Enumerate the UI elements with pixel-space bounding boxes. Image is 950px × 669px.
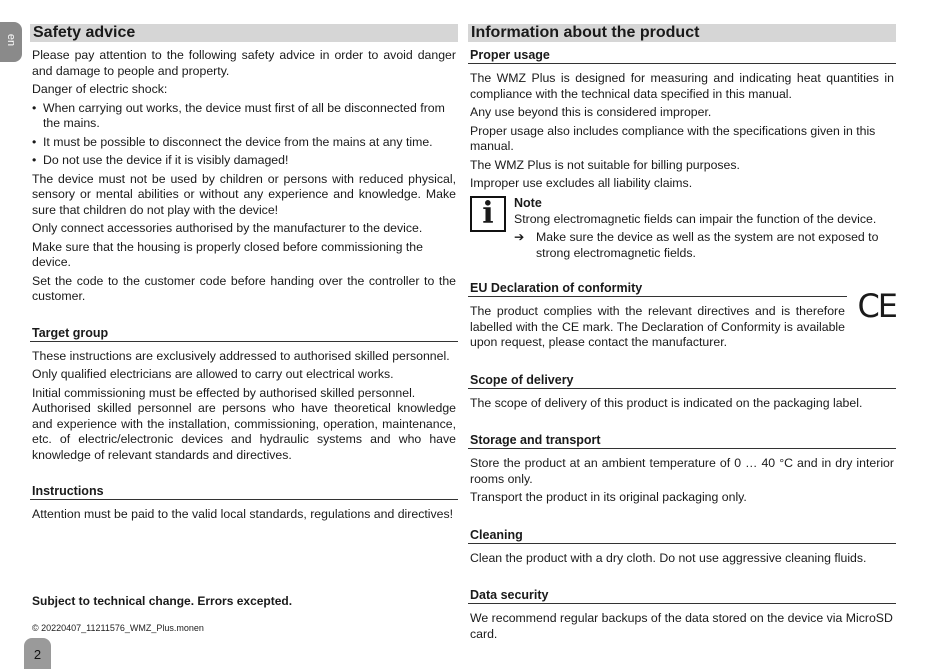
info-icon: i	[470, 196, 506, 232]
page-number-tab	[24, 638, 51, 669]
section-title-instructions: Instructions	[30, 484, 458, 500]
note-text: Strong electromagnetic fields can impair the function of the device.	[514, 211, 877, 226]
copyright-line: © 20220407_11211576_WMZ_Plus.monen	[32, 623, 204, 633]
section-title-eu-declaration: EU Declaration of conformity	[468, 281, 847, 297]
arrow-right-icon: ➔	[514, 230, 525, 244]
safety-paragraph: Make sure that the housing is properly closed before commissioning the device.	[32, 239, 423, 269]
eu-declaration-text: The product complies with the relevant directives and is therefore labelled with the CE mark. The Declaration of Conformity is available upon request, please contact the manufacturer.	[470, 304, 845, 349]
proper-usage-paragraph: The WMZ Plus is not suitable for billing purposes.	[470, 157, 740, 172]
data-security-text: We recommend regular backups of the data stored on the device via MicroSD card.	[470, 611, 893, 641]
target-group-paragraph: These instructions are exclusively addressed to authorised skilled personnel.	[32, 348, 450, 363]
target-group-paragraph: Authorised skilled personnel are persons who have theoretical knowledge and experience with the installation, commissioning, operation, maintenance, etc. of electric/electronic devices and hydraulic systems and who have knowledge of relevant standards and directives.	[32, 401, 456, 462]
proper-usage-paragraph: Proper usage also includes compliance with the specifications given in this manual.	[470, 123, 876, 153]
list-item: • Do not use the device if it is visibly damaged!	[30, 153, 458, 169]
chapter-title-product-info: Information about the product	[468, 24, 896, 42]
ce-mark-icon: CE	[857, 287, 896, 325]
eu-declaration-section	[468, 281, 896, 351]
storage-paragraph: Transport the product in its original packaging only.	[470, 490, 747, 504]
storage-paragraph: Store the product at an ambient temperature of 0 … 40 °C and in dry interior rooms only.	[470, 456, 894, 486]
proper-usage-paragraph: Any use beyond this is considered improper.	[470, 105, 712, 119]
instructions-text: Attention must be paid to the valid local standards, regulations and directives!	[32, 507, 454, 521]
section-title-scope-of-delivery: Scope of delivery	[468, 373, 896, 389]
section-title-storage: Storage and transport	[468, 433, 896, 449]
safety-intro: Please pay attention to the following safety advice in order to avoid danger and damage to people and property.	[32, 48, 456, 78]
note-title: Note	[514, 195, 542, 210]
page-number: 2	[33, 647, 42, 662]
section-title-cleaning: Cleaning	[468, 528, 896, 544]
note-action-text: Make sure the device as well as the system are not exposed to strong electromagnetic fields.	[536, 230, 879, 260]
section-title-target-group: Target group	[30, 326, 458, 342]
technical-change-note: Subject to technical change. Errors excepted.	[32, 594, 293, 608]
cleaning-text: Clean the product with a dry cloth. Do not use aggressive cleaning fluids.	[470, 550, 867, 565]
target-group-paragraph: Only qualified electricians are allowed to carry out electrical works.	[32, 367, 394, 381]
proper-usage-paragraph: The WMZ Plus is designed for measuring and indicating heat quantities in compliance with the technical data specified in this manual.	[470, 71, 894, 101]
safety-paragraph: Only connect accessories authorised by the manufacturer to the device.	[32, 221, 423, 235]
right-column	[468, 24, 896, 645]
list-item: • It must be possible to disconnect the device from the mains at any time.	[30, 135, 458, 151]
language-tab-label: en	[5, 33, 17, 47]
target-group-paragraph: Initial commissioning must be effected by authorised skilled personnel.	[32, 385, 416, 400]
safety-paragraph: The device must not be used by children or persons with reduced physical, sensory or mental abilities or without any experience and knowledge. Make sure that children do not play with the device!	[32, 171, 456, 217]
chapter-title-safety-advice: Safety advice	[30, 24, 458, 42]
shock-heading: Danger of electric shock:	[32, 82, 168, 96]
left-column	[30, 24, 458, 526]
note-action	[514, 230, 896, 261]
scope-text: The scope of delivery of this product is indicated on the packaging label.	[470, 395, 863, 410]
safety-bullet-list	[30, 101, 458, 169]
list-item: • When carrying out works, the device must first of all be disconnected from the mains.	[30, 101, 458, 132]
section-title-data-security: Data security	[468, 588, 896, 604]
language-tab	[0, 22, 22, 62]
proper-usage-paragraph: Improper use excludes all liability claims.	[470, 176, 693, 190]
safety-paragraph: Set the code to the customer code before handing over the controller to the customer.	[32, 273, 456, 303]
note-box	[468, 196, 896, 262]
section-title-proper-usage: Proper usage	[468, 48, 896, 64]
